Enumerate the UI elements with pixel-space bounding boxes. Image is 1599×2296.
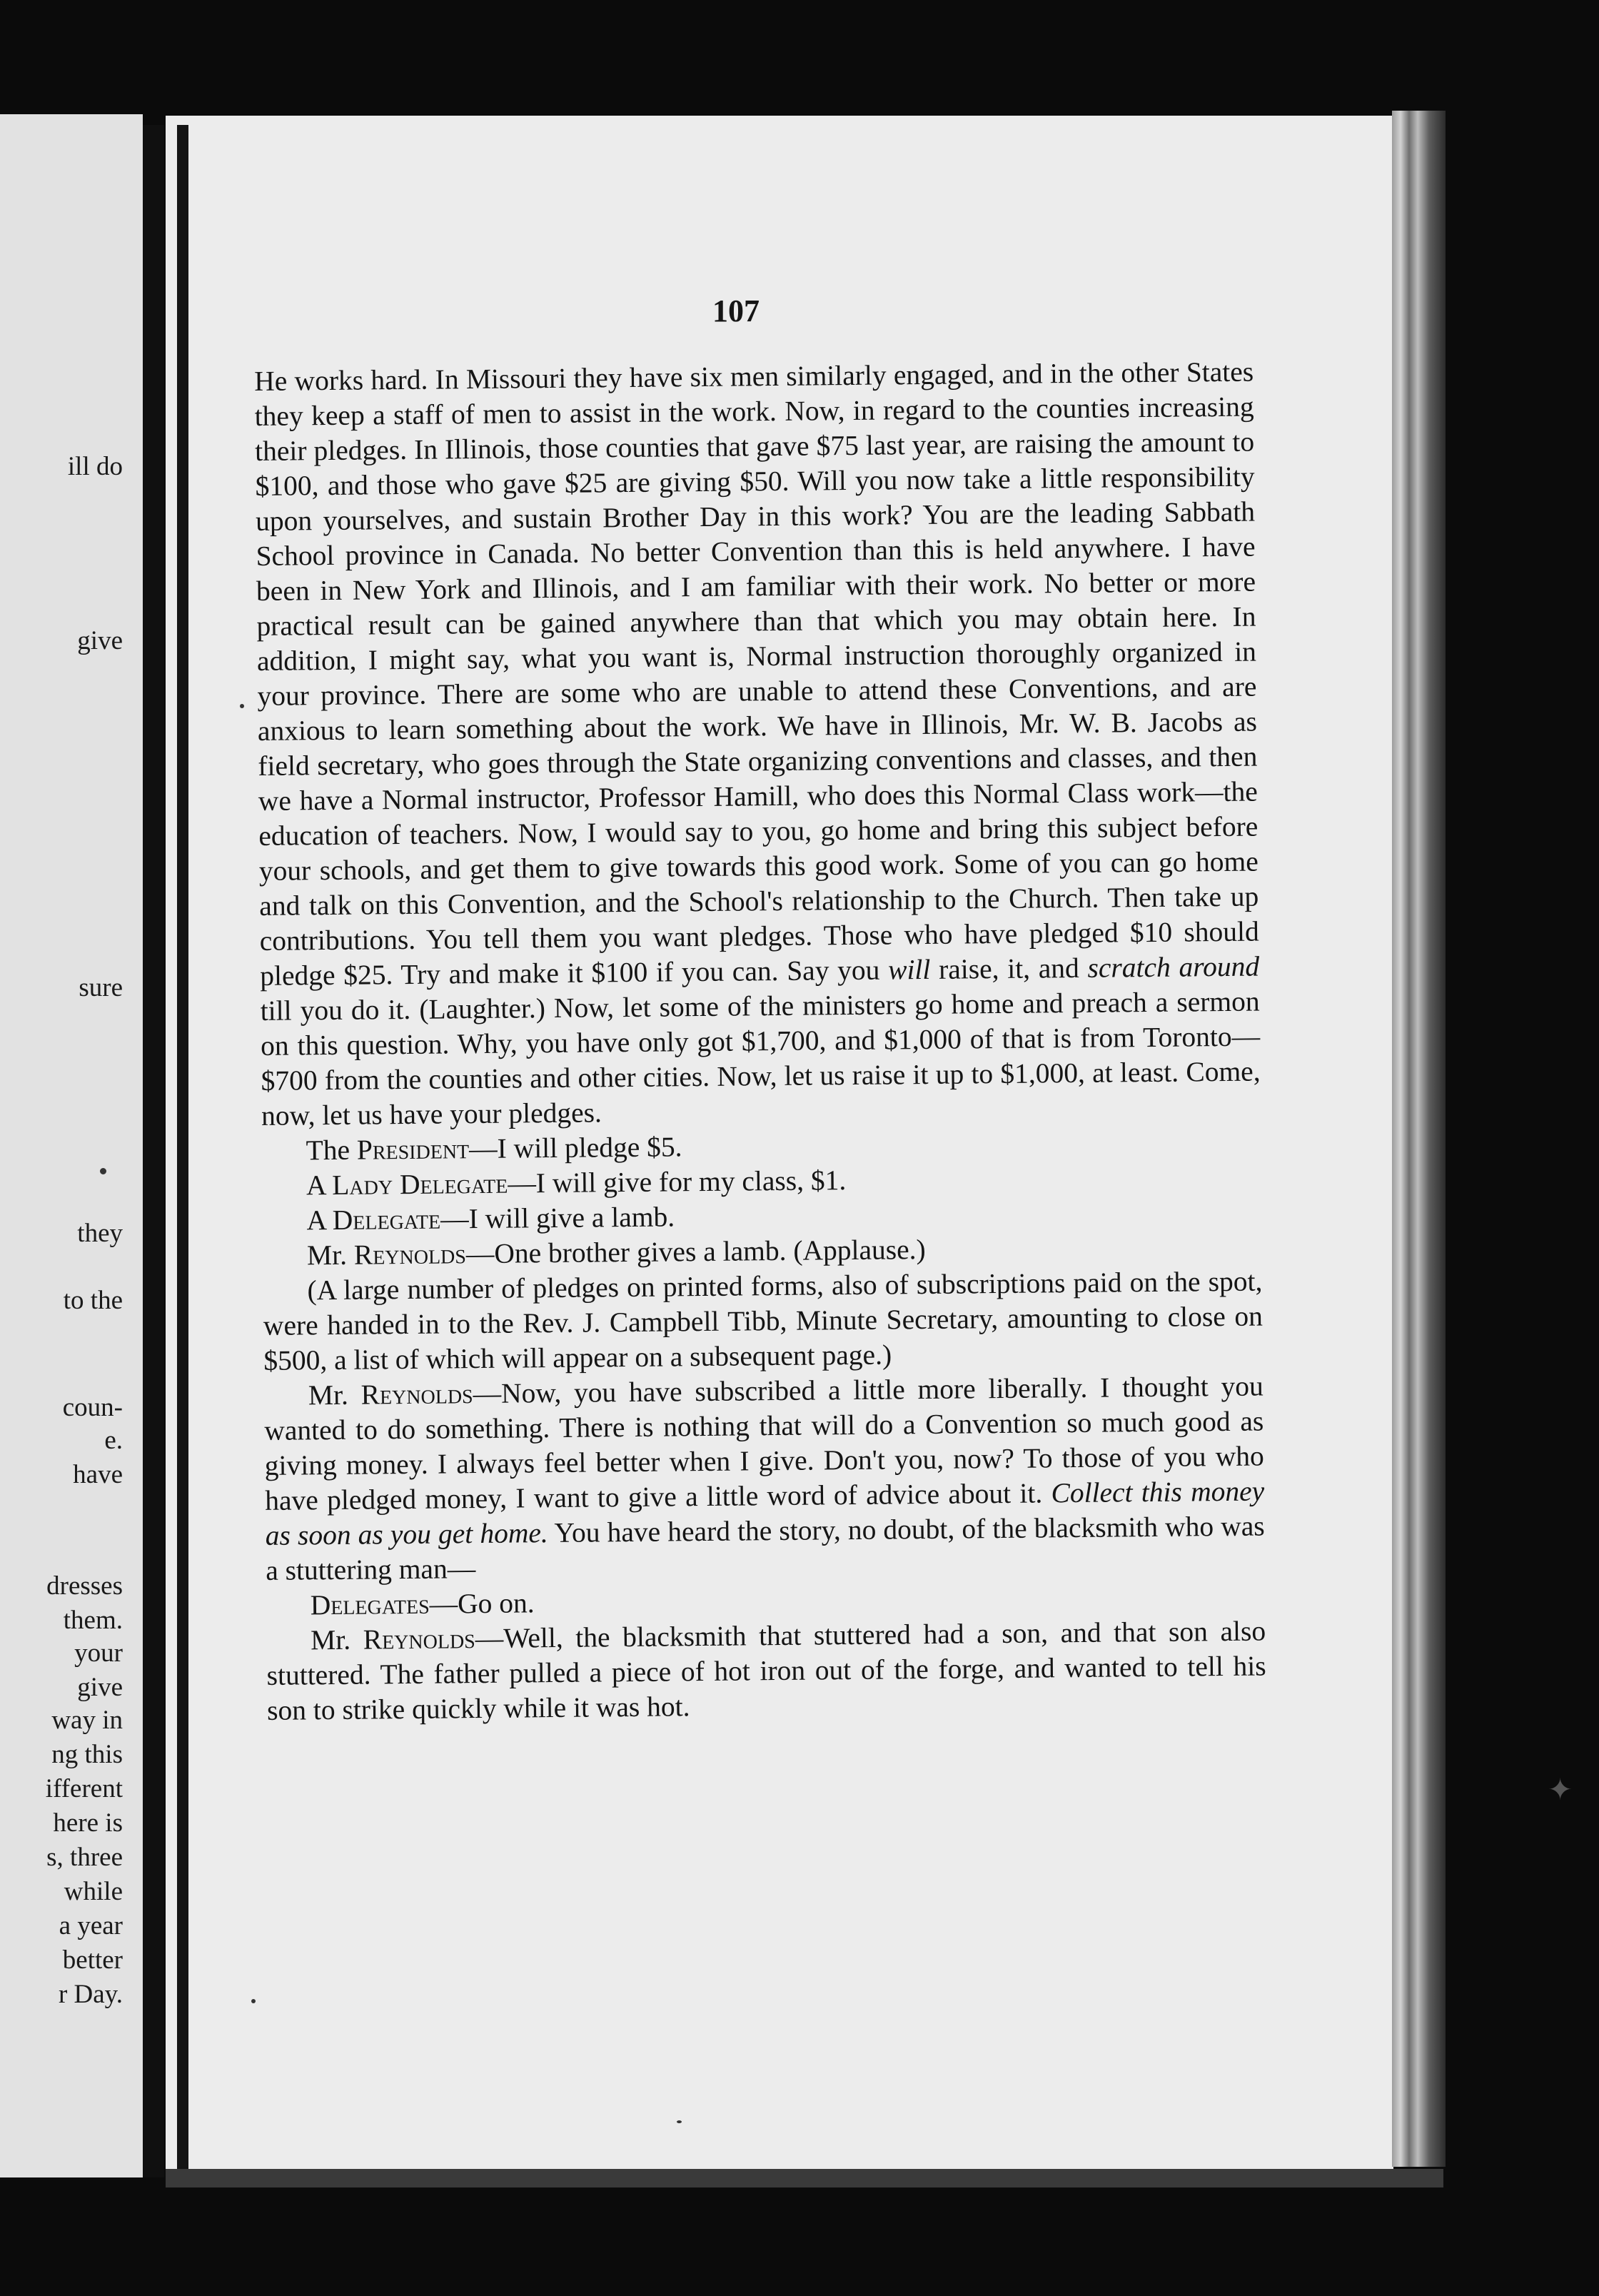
left-page-text-fragment: your — [74, 1638, 123, 1668]
text-run: —I will give a lamb. — [440, 1201, 675, 1235]
speck — [100, 1168, 106, 1174]
left-page-text-fragment: coun- — [62, 1393, 123, 1422]
paragraph — [264, 1369, 1266, 1588]
speaker-name: Delegate — [332, 1203, 441, 1237]
speaker-name: Lady Delegate — [332, 1167, 508, 1202]
italic-text: will — [887, 953, 931, 986]
left-page-text-fragment: to the — [63, 1286, 123, 1315]
speaker-name: Delegates — [310, 1588, 430, 1621]
page-bottom-shadow — [166, 2169, 1443, 2187]
text-run: till you do it. (Laughter.) Now, let some of the ministers go home and preach a sermon on this question. Why, you have only got $1,700, and $1,000 of that is from Toronto—$700 from the counties and other cities. Now, let us raise it up to $1,000, at least. Come, now, let us have your pledges. — [260, 985, 1261, 1132]
speaker-name: Reynolds — [363, 1623, 475, 1656]
text-run: A — [306, 1169, 333, 1202]
left-page-text-fragment: e. — [104, 1426, 123, 1455]
page-number: 107 — [712, 293, 760, 328]
speaker-name: Reynolds — [360, 1378, 473, 1411]
text-run: The — [306, 1134, 358, 1167]
book-gutter — [143, 125, 164, 2177]
text-run: You have heard the story, no doubt, of the blacksmith who was a stuttering man— — [266, 1510, 1265, 1586]
speaker-name: Reynolds — [353, 1238, 467, 1271]
left-page-text-fragment: way in — [51, 1706, 123, 1735]
italic-text: scratch around — [1087, 950, 1260, 984]
speck — [240, 704, 244, 708]
left-page-text-fragment: while — [64, 1877, 123, 1906]
page-edge-stack — [1392, 111, 1446, 2167]
italic-text: Collect this money as soon as you get home. — [265, 1475, 1265, 1551]
paragraph — [266, 1613, 1266, 1728]
left-page-text-fragment: sure — [79, 973, 123, 1002]
left-page-text-fragment: ill do — [67, 452, 123, 481]
left-page-edge — [0, 114, 143, 2177]
left-page-text-fragment: them. — [63, 1606, 123, 1635]
text-run: —One brother gives a lamb. (Applause.) — [465, 1234, 926, 1270]
left-page-text-fragment: here is — [53, 1808, 123, 1838]
speaker-name: President — [356, 1133, 470, 1166]
body-text — [254, 355, 1266, 1728]
text-run: Mr. — [308, 1379, 361, 1411]
text-run: —I will pledge $5. — [468, 1131, 682, 1165]
left-page-text-fragment: s, three — [46, 1843, 123, 1872]
text-run: Mr. — [306, 1239, 355, 1272]
left-page-text-fragment: ifferent — [45, 1774, 123, 1803]
text-run: —Go on. — [429, 1587, 535, 1620]
left-page-text-fragment: have — [73, 1460, 123, 1489]
text-run: A — [306, 1204, 333, 1237]
text-run: raise, it, and — [930, 952, 1088, 985]
text-run: Mr. — [310, 1623, 363, 1656]
text-run: —Well, the blacksmith that stuttered had a son, and that son also stuttered. The father pulled a piece of hot iron out of the forge, and wanted to tell his son to strike quickly while it was hot. — [266, 1615, 1266, 1726]
left-page-text-fragment: they — [77, 1219, 123, 1248]
text-run: —Now, you have subscribed a little more liberally. I thought you wanted to do something. There is nothing that will do a Convention so much good as giving money. I always feel better when I give. Don't you, now? To those of you who have pledged money, I want to give a little word of advice about it. — [264, 1370, 1264, 1516]
margin-mark: ✦ — [1548, 1774, 1573, 1807]
left-page-text-fragment: r Day. — [58, 1980, 123, 2009]
left-page-text-fragment: a year — [59, 1911, 123, 1940]
paragraph — [254, 355, 1261, 1134]
left-page-text-fragment: better — [62, 1945, 123, 1975]
left-page-text-fragment: give — [77, 626, 123, 655]
left-page-text-fragment: give — [77, 1673, 123, 1702]
paragraph — [263, 1264, 1263, 1379]
text-run: He works hard. In Missouri they have six men similarly engaged, and in the other States they keep a staff of men to assist in the work. Now, in regard to the counties increasing their pledges. In Illinois, those counties that gave $75 last year, are raising the amount to $100, and those who gave $25 are giving $50. Will you now take a little responsibility upon yourselves, and sustain Brother Day in this work? You are the leading Sabbath School province in Canada. No better Convention than this is held anywhere. I have been in New York and Illinois, and I am familiar with their work. No better or more practical result can be gained anywhere than that which you may obtain here. In addition, I might say, what you want is, Normal instruction thoroughly organized in your province. There are some who are unable to attend these Conventions, and are anxious to learn something about the work. We have in Illinois, Mr. W. B. Jacobs as field secretary, who goes through the State organizing conventions and classes, and then we have a Normal instructor, Professor Hamill, who does this Normal Class work—the education of teachers. Now, I would say to you, go home and bring this subject before your schools, and get them to give towards this good work. Some of you can go home and talk on this Convention, and the School's relationship to the Church. Then take up contributions. You tell them you want pledges. Those who have pledged $10 should pledge $25. Try and make it $100 if you can. Say you — [254, 356, 1259, 992]
speck — [677, 2120, 682, 2123]
page-inner-edge — [177, 125, 188, 2177]
text-run: (A large number of pledges on printed forms, also of subscriptions paid on the spot, were handed in to the Rev. J. Campbell Tibb, Minute Secretary, amounting to close on $500, a list of which will appear on a subsequent page.) — [263, 1265, 1263, 1376]
left-page-text-fragment: dresses — [46, 1571, 123, 1601]
text-run: —I will give for my class, $1. — [508, 1164, 847, 1199]
speck — [251, 1999, 256, 2003]
left-page-text-fragment: ng this — [51, 1740, 123, 1769]
